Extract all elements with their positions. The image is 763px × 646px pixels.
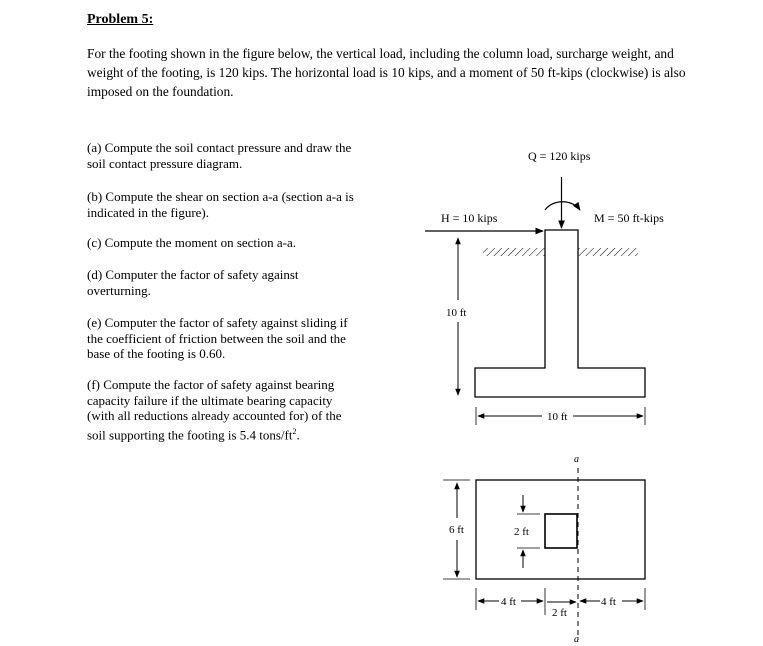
horizontal-load-label: H = 10 kips bbox=[441, 211, 498, 225]
elevation-view bbox=[425, 149, 664, 465]
left-offset-label: 4 ft bbox=[501, 596, 516, 608]
column-width-label: 2 ft bbox=[552, 607, 567, 619]
column-depth-label: 2 ft bbox=[514, 526, 529, 538]
question-e-line-1: (e) Computer the factor of safety against sliding if bbox=[87, 315, 348, 330]
right-offset-label: 4 ft bbox=[601, 596, 616, 608]
ground-hatch-right bbox=[578, 248, 638, 256]
question-f-line-1: (f) Compute the factor of safety against bearing bbox=[87, 377, 335, 392]
question-c-line-1: (c) Compute the moment on section a-a. bbox=[87, 235, 297, 250]
question-f-line-3: (with all reductions already accounted for) of the bbox=[87, 408, 342, 423]
moment-arrow bbox=[545, 202, 580, 210]
width-dimension-label: 10 ft bbox=[547, 411, 568, 423]
plan-column-outline bbox=[545, 514, 577, 548]
plan-depth-label: 6 ft bbox=[449, 524, 464, 536]
ground-hatch-left bbox=[483, 248, 545, 256]
depth-dimension-label: 10 ft bbox=[446, 307, 467, 319]
section-label-elevation: a bbox=[574, 454, 579, 465]
plan-footing-outline bbox=[476, 480, 645, 579]
question-f-period: . bbox=[296, 426, 300, 442]
question-f-line-2: capacity failure if the ultimate bearing capacity bbox=[87, 392, 333, 408]
question-e-line-2: the coefficient of friction between the soil and the bbox=[87, 330, 346, 346]
question-e-line-3: base of the footing is 0.60. bbox=[87, 346, 226, 361]
problem-statement: For the footing shown in the figure below, the vertical load, including the column load, surcharge weight, and weight of the footing, is 120 kips. The horizontal load is 10 kips, and a moment of 50 ft-kips (clockwise) is also imposed on the foundation. bbox=[87, 46, 686, 99]
question-f-line-4-text: soil supporting the footing is 5.4 tons/ft bbox=[87, 426, 293, 442]
moment-label: M = 50 ft-kips bbox=[594, 211, 664, 225]
question-f-superscript: 2 bbox=[292, 426, 297, 436]
question-d-line-1: (d) Computer the factor of safety against bbox=[87, 267, 299, 282]
question-d-line-2: overturning. bbox=[87, 282, 151, 298]
question-a-line-2: soil contact pressure diagram. bbox=[87, 155, 243, 171]
question-b-line-2: indicated in the figure). bbox=[87, 204, 210, 220]
question-b-line-1: (b) Compute the shear on section a-a (section a-a is bbox=[87, 189, 354, 204]
section-label-plan-bottom: a bbox=[574, 634, 579, 645]
question-a-line-1: (a) Compute the soil contact pressure and draw the bbox=[87, 140, 352, 155]
plan-view bbox=[443, 468, 645, 645]
vertical-load-label: Q = 120 kips bbox=[528, 149, 591, 163]
problem-title: Problem 5: bbox=[87, 12, 154, 27]
